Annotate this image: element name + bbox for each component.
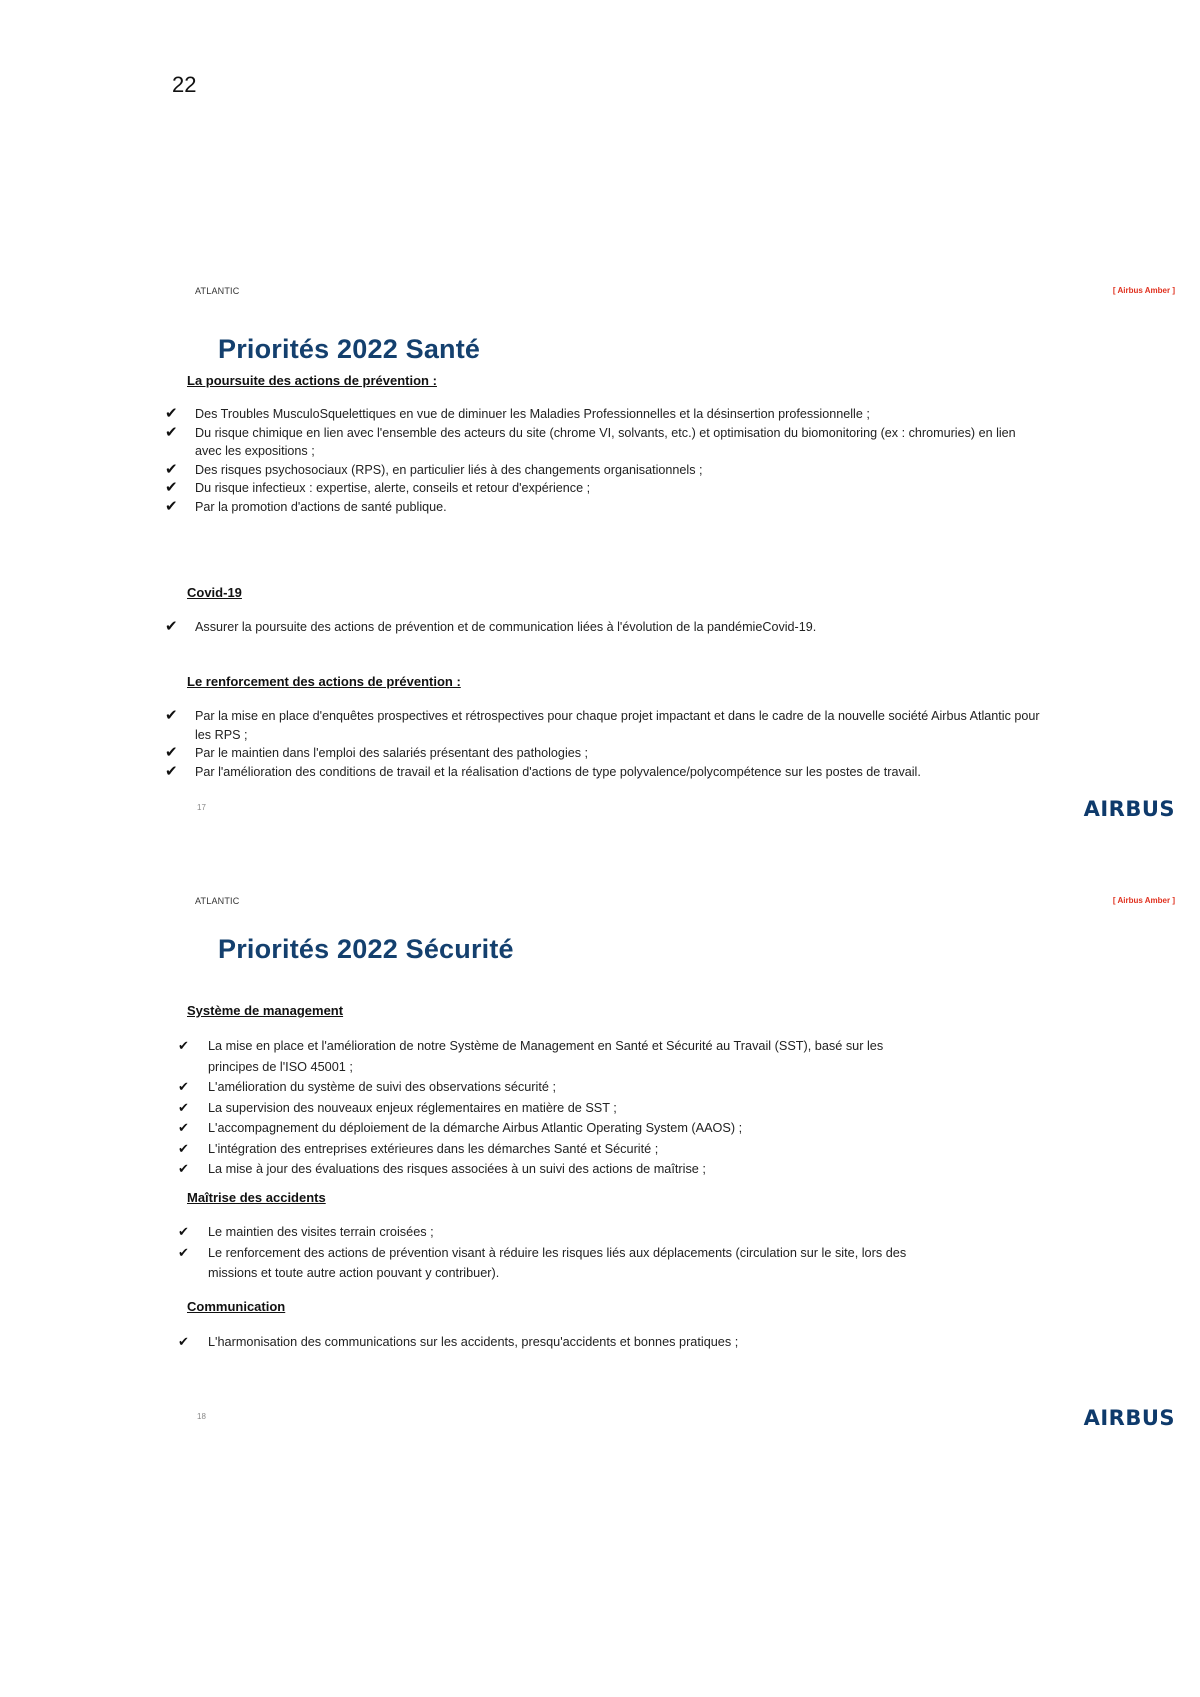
- section-heading: Système de management: [187, 1003, 344, 1018]
- classification-label: [ Airbus Amber ]: [1112, 896, 1175, 905]
- list-item: ✔ Par le maintien dans l'emploi des salariés présentant des pathologies ;: [165, 744, 589, 762]
- checklist: [165, 618, 1045, 637]
- list-item: ✔ La mise à jour des évaluations des risques associées à un suivi des actions de maîtrise ;: [178, 1159, 908, 1180]
- slide-title: Priorités 2022 Sécurité: [218, 934, 514, 964]
- checkmark-icon: ✔: [178, 1079, 189, 1094]
- header-company-label: ATLANTIC: [195, 286, 240, 296]
- section-heading: Communication: [187, 1299, 286, 1314]
- airbus-logo: AIRBUS: [1083, 1406, 1175, 1430]
- list-item: ✔ L'harmonisation des communications sur les accidents, presqu'accidents et bonnes pratiques ;: [178, 1332, 908, 1353]
- slide-number: 17: [197, 803, 206, 812]
- checkmark-icon: ✔: [178, 1244, 189, 1260]
- list-item: ✔ Des Troubles MusculoSquelettiques en vue de diminuer les Maladies Professionnelles et la désinsertion professionnelle ;: [165, 405, 870, 422]
- airbus-logo: AIRBUS: [1083, 797, 1175, 821]
- list-item: ✔ Par l'amélioration des conditions de travail et la réalisation d'actions de type polyvalence/polycompétence sur les postes de travail.: [165, 762, 921, 780]
- list-item: ✔ Par la promotion d'actions de santé publique.: [165, 497, 447, 515]
- checkmark-icon: ✔: [165, 479, 178, 497]
- checkmark-icon: ✔: [165, 744, 178, 762]
- slide-title: Priorités 2022 Santé: [218, 334, 481, 364]
- checkmark-icon: ✔: [178, 1120, 189, 1135]
- checkmark-icon: ✔: [178, 1140, 189, 1156]
- section-heading: La poursuite des actions de prévention :: [187, 373, 437, 388]
- list-item: ✔ Assurer la poursuite des actions de prévention et de communication liées à l'évolution de la pandémieCovid-19.: [165, 618, 817, 635]
- section-heading: Maîtrise des accidents: [187, 1190, 326, 1205]
- list-item: ✔ La mise en place et l'amélioration de notre Système de Management en Santé et Sécurité au Travail (SST), basé sur les principes de l'ISO 45001 ;: [178, 1038, 884, 1074]
- list-item: ✔ L'accompagnement du déploiement de la démarche Airbus Atlantic Operating System (AAOS) ;: [178, 1118, 908, 1139]
- list-item: ✔ Le renforcement des actions de prévention visant à réduire les risques liés aux déplacements (circulation sur le site, lors des missions et toute autre action pouvant y contribuer).: [178, 1244, 907, 1280]
- checkmark-icon: ✔: [165, 762, 178, 780]
- checkmark-icon: ✔: [165, 423, 178, 441]
- section-heading: Covid-19: [187, 585, 242, 600]
- checklist: [178, 1332, 908, 1353]
- checkmark-icon: ✔: [178, 1224, 189, 1239]
- list-item: ✔ Des risques psychosociaux (RPS), en particulier liés à des changements organisationnels ;: [165, 460, 703, 478]
- checkmark-icon: ✔: [165, 618, 178, 635]
- list-item: ✔ L'amélioration du système de suivi des observations sécurité ;: [178, 1077, 908, 1098]
- slide-securite: [178, 890, 1175, 1440]
- list-item: ✔ La supervision des nouveaux enjeux réglementaires en matière de SST ;: [178, 1098, 908, 1119]
- checklist: [178, 1036, 908, 1180]
- checklist: [165, 405, 1045, 517]
- list-item: ✔ Le maintien des visites terrain croisées ;: [178, 1222, 908, 1243]
- classification-label: [ Airbus Amber ]: [1112, 286, 1175, 295]
- checkmark-icon: ✔: [165, 405, 178, 422]
- list-item: ✔ L'intégration des entreprises extérieures dans les démarches Santé et Sécurité ;: [178, 1139, 908, 1160]
- page-number: 22: [172, 72, 197, 97]
- checklist: [165, 707, 1045, 781]
- checkmark-icon: ✔: [178, 1038, 189, 1053]
- checkmark-icon: ✔: [165, 460, 178, 478]
- checkmark-icon: ✔: [165, 707, 178, 724]
- slide-number: 18: [197, 1412, 206, 1421]
- list-item: ✔ Du risque infectieux : expertise, alerte, conseils et retour d'expérience ;: [165, 479, 591, 497]
- section-heading: Le renforcement des actions de prévention :: [187, 674, 461, 689]
- checkmark-icon: ✔: [178, 1161, 189, 1176]
- checkmark-icon: ✔: [165, 497, 178, 515]
- list-item: ✔ Par la mise en place d'enquêtes prospectives et rétrospectives pour chaque projet impactant et dans le cadre de la nouvelle société Airbus Atlantic pour les RPS ;: [165, 707, 1040, 742]
- checkmark-icon: ✔: [178, 1099, 189, 1115]
- slide-sante: [165, 280, 1175, 830]
- list-item: ✔ Du risque chimique en lien avec l'ensemble des acteurs du site (chrome VI, solvants, etc.) et optimisation du biomonitoring (ex : chromuries) en lien avec les expositions ;: [165, 423, 1016, 459]
- header-company-label: ATLANTIC: [195, 896, 240, 906]
- checklist: [178, 1222, 908, 1284]
- checkmark-icon: ✔: [178, 1334, 189, 1349]
